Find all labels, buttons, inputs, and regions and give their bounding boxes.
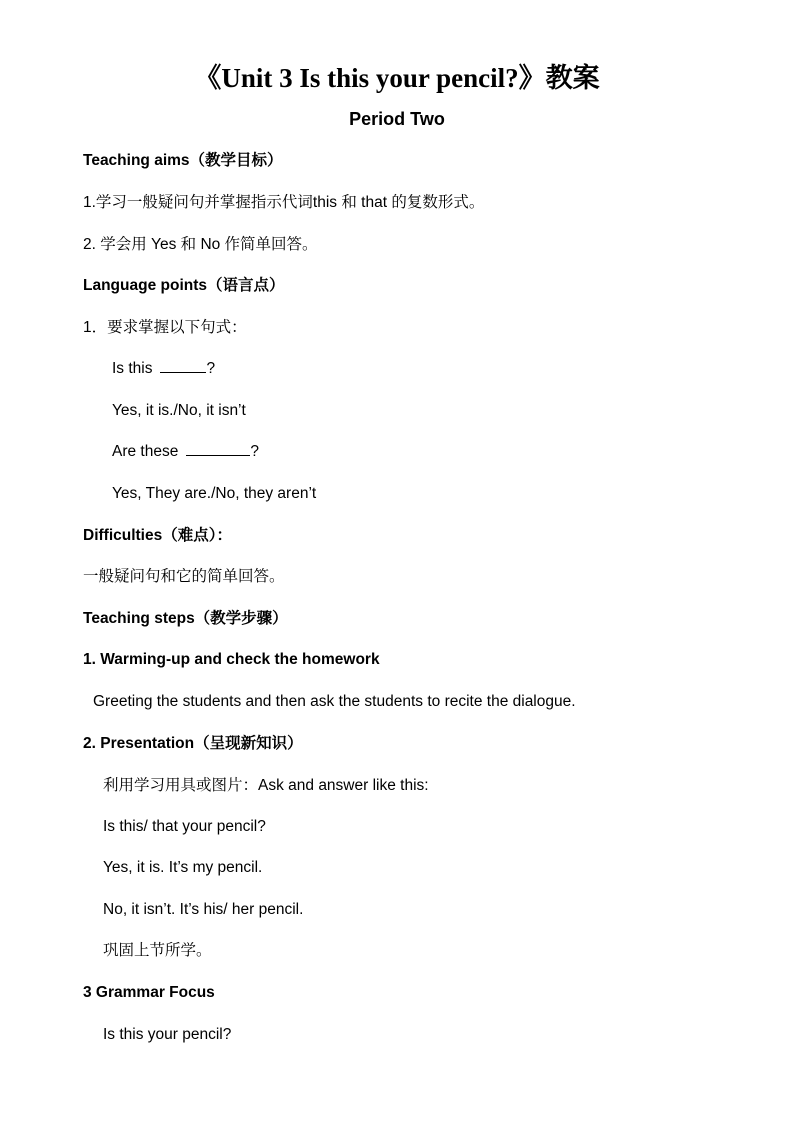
pattern-1: Is this (112, 360, 153, 377)
difficulties-text: 一般疑问句和它的简单回答。 (83, 568, 285, 585)
step-3-heading: 3 Grammar Focus (83, 984, 215, 1001)
pattern-3-end: ? (250, 443, 259, 460)
pattern-3: Are these (112, 443, 179, 460)
step-1-text: Greeting the students and then ask the students to recite the dialogue. (93, 693, 576, 710)
language-point-1: 1．要求掌握以下句式： (83, 319, 247, 336)
pattern-3-line (112, 441, 259, 463)
step-1-heading: 1. Warming-up and check the homework (83, 651, 380, 668)
step-2-line-1: 利用学习用具或图片：Ask and answer like this: (103, 777, 429, 794)
pattern-1-end: ? (206, 360, 216, 377)
step-2-line-3: Yes, it is. It’s my pencil. (103, 859, 263, 876)
language-points-heading: Language points（语言点） (83, 277, 285, 294)
step-2-heading: 2. Presentation（呈现新知识） (83, 735, 303, 752)
document-title: 《Unit 3 Is this your pencil?》教案 (194, 63, 600, 93)
step-2-line-2: Is this/ that your pencil? (103, 818, 266, 835)
teaching-aims-heading: Teaching aims（教学目标） (83, 152, 283, 169)
step-2-line-5: 巩固上节所学。 (103, 942, 212, 959)
aim-1: 1.学习一般疑问句并掌握指示代词this 和 that 的复数形式。 (83, 194, 485, 211)
pattern-2: Yes, it is./No, it isn’t (112, 402, 246, 419)
teaching-steps-heading: Teaching steps（教学步骤） (83, 610, 288, 627)
document-subtitle: Period Two (349, 109, 445, 129)
fill-blank (160, 358, 206, 373)
difficulties-heading: Difficulties（难点）： (83, 527, 232, 544)
pattern-1-line (112, 358, 215, 380)
pattern-4: Yes, They are./No, they aren’t (112, 485, 317, 502)
fill-blank (186, 441, 250, 456)
aim-2: 2. 学会用 Yes 和 No 作简单回答。 (83, 236, 318, 253)
step-2-line-4: No, it isn’t. It’s his/ her pencil. (103, 901, 304, 918)
step-3-line-1: Is this your pencil? (103, 1026, 232, 1043)
